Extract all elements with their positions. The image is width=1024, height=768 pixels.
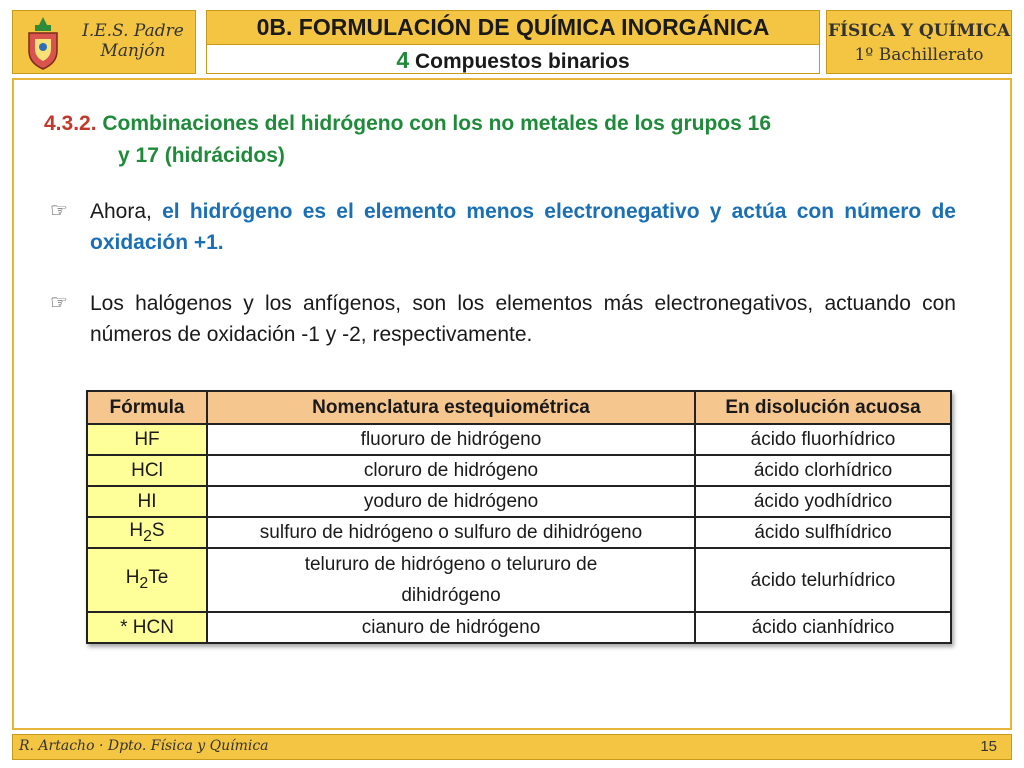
table-row xyxy=(87,548,951,612)
section-heading xyxy=(44,108,964,172)
table-header-row xyxy=(87,391,951,424)
unit-title: 0B. FORMULACIÓN DE QUÍMICA INORGÁNICA xyxy=(207,11,819,45)
name-line: dihidrógeno xyxy=(401,585,501,606)
school-name: I.E.S. Padre Manjón xyxy=(82,21,184,61)
footer-author: R. Artacho · Dpto. Física y Química xyxy=(19,738,269,754)
bullet-prefix: Ahora, xyxy=(90,200,163,223)
formula-cell: HI xyxy=(87,486,207,517)
aqueous-cell: ácido sulfhídrico xyxy=(695,517,951,548)
formula-cell: HCl xyxy=(87,455,207,486)
aqueous-cell: ácido telurhídrico xyxy=(695,548,951,612)
formula-cell: HF xyxy=(87,424,207,455)
table-row xyxy=(87,517,951,548)
aqueous-cell: ácido clorhídrico xyxy=(695,455,951,486)
section-title-line2: y 17 (hidrácidos) xyxy=(118,144,285,167)
hydracids-table xyxy=(86,390,952,644)
subject-name: FÍSICA Y QUÍMICA xyxy=(827,21,1011,41)
name-cell: sulfuro de hidrógeno o sulfuro de dihidrógeno xyxy=(207,517,695,548)
course-name: 1º Bachillerato xyxy=(854,45,984,65)
name-cell: fluoruro de hidrógeno xyxy=(207,424,695,455)
name-cell: cloruro de hidrógeno xyxy=(207,455,695,486)
bullet-text xyxy=(90,196,956,258)
formula-cell: * HCN xyxy=(87,612,207,643)
table-row xyxy=(87,424,951,455)
school-banner xyxy=(12,10,196,74)
col-nomenclature: Nomenclatura estequiométrica xyxy=(207,391,695,424)
bullet-hydrogen xyxy=(50,196,956,258)
pointing-hand-icon: ☞ xyxy=(50,292,68,314)
col-aqueous: En disolución acuosa xyxy=(695,391,951,424)
section-number: 4.3.2. xyxy=(44,112,97,135)
formula-cell xyxy=(87,517,207,548)
name-cell: yoduro de hidrógeno xyxy=(207,486,695,517)
footer-bar xyxy=(12,734,1012,760)
bullet-text: Los halógenos y los anfígenos, son los elementos más electronegativos, actuando con números de oxidación -1 y -2, respectivamente. xyxy=(90,292,956,346)
col-formula: Fórmula xyxy=(87,391,207,424)
aqueous-cell: ácido yodhídrico xyxy=(695,486,951,517)
aqueous-cell: ácido cianhídrico xyxy=(695,612,951,643)
page-number: 15 xyxy=(980,738,997,755)
chapter-number: 4 xyxy=(396,47,410,73)
bullet-halogens xyxy=(50,288,956,350)
formula-part: S xyxy=(151,519,165,541)
name-cell: cianuro de hidrógeno xyxy=(207,612,695,643)
formula-subscript: 2 xyxy=(143,527,152,545)
pointing-hand-icon: ☞ xyxy=(50,200,68,222)
formula-part: H xyxy=(129,519,144,541)
subject-banner xyxy=(826,10,1012,74)
name-cell xyxy=(207,548,695,612)
section-title-line1: Combinaciones del hidrógeno con los no metales de los grupos 16 xyxy=(102,112,772,135)
formula-subscript: 2 xyxy=(139,574,149,592)
formula-part: Te xyxy=(148,566,169,588)
table-row xyxy=(87,455,951,486)
chapter-title xyxy=(207,45,819,75)
school-crest-icon xyxy=(21,15,65,71)
formula-cell xyxy=(87,548,207,612)
chapter-name: Compuestos binarios xyxy=(414,50,630,73)
table-row xyxy=(87,486,951,517)
aqueous-cell: ácido fluorhídrico xyxy=(695,424,951,455)
name-line: telururo de hidrógeno o telururo de xyxy=(304,554,598,575)
formula-part: H xyxy=(125,566,140,588)
title-banner xyxy=(206,10,820,74)
table-row xyxy=(87,612,951,643)
bullet-highlight: el hidrógeno es el elemento menos electronegativo y actúa con número de oxidación +1. xyxy=(90,200,956,254)
